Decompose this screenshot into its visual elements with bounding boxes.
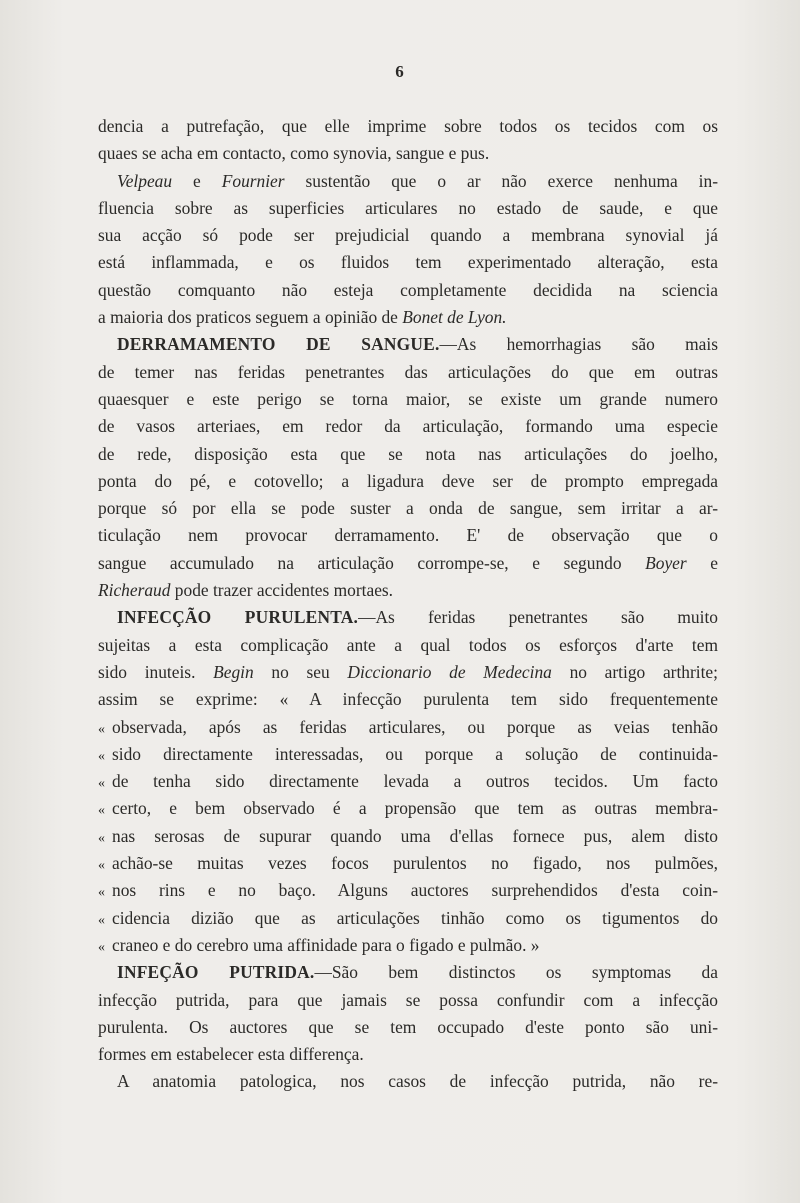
text-line: [98, 1014, 718, 1041]
text-line: [98, 768, 718, 795]
text-run: e: [172, 170, 222, 191]
text-line: [98, 823, 718, 850]
text-line: [98, 604, 718, 631]
quote-mark: «: [98, 939, 105, 955]
text-run: —As hemorrhagias são mais: [439, 334, 718, 355]
text-line: [98, 304, 718, 331]
text-line: [98, 1041, 718, 1068]
italic-text: Velpeau: [117, 170, 173, 191]
text-run: está inflammada, e os fluidos tem experimentado alteração, esta: [98, 252, 718, 273]
body-text: [98, 113, 718, 1096]
text-run: A anatomia patologica, nos casos de infecção putrida, não re-: [117, 1071, 718, 1092]
quote-mark: «: [98, 885, 105, 901]
text-run: observada, após as feridas articulares, ou porque as veias tenhão: [112, 716, 718, 737]
text-line: [98, 959, 718, 986]
italic-text: Fournier: [221, 170, 285, 191]
text-run: —As feridas penetrantes são muito: [358, 607, 718, 628]
text-line: [98, 632, 718, 659]
text-run: assim se exprime: « A infecção purulenta tem sido frequentemente: [98, 689, 718, 710]
text-line: [98, 850, 718, 877]
text-run: certo, e bem observado é a propensão que tem as outras membra-: [112, 798, 718, 819]
text-run: dencia a putrefação, que elle imprime sobre todos os tecidos com os: [98, 116, 718, 136]
text-line: [98, 249, 718, 276]
text-run: a maioria dos praticos seguem a opinião de: [98, 307, 403, 328]
italic-text: Bonet de Lyon.: [402, 307, 507, 328]
text-run: de temer nas feridas penetrantes das articulações do que em outras: [98, 361, 718, 382]
text-run: purulenta. Os auctores que se tem occupado d'este ponto são uni-: [98, 1016, 718, 1037]
text-line: [98, 795, 718, 822]
text-line: [98, 577, 718, 604]
text-line: [98, 659, 718, 686]
text-run: quaesquer e este perigo se torna maior, se existe um grande numero: [98, 388, 718, 409]
quote-mark: «: [98, 912, 105, 928]
quote-mark: «: [98, 721, 105, 737]
text-line: [98, 686, 718, 713]
text-run: ponta do pé, e cotovello; a ligadura deve ser de prompto empregada: [98, 470, 718, 491]
section-heading: DERRAMAMENTO DE SANGUE.: [117, 334, 440, 355]
text-run: achão-se muitas vezes focos purulentos no figado, nos pulmões,: [112, 853, 718, 874]
text-line: [98, 714, 718, 741]
section-heading: INFECÇÃO PURULENTA.: [117, 607, 359, 628]
text-line: [98, 1068, 718, 1095]
text-run: e: [686, 552, 718, 573]
text-run: —São bem distinctos os symptomas da: [314, 962, 718, 983]
text-line: [98, 932, 718, 959]
text-run: de vasos arteriaes, em redor da articulação, formando uma especie: [98, 416, 718, 437]
text-line: [98, 522, 718, 549]
text-run: craneo e do cerebro uma affinidade para o figado e pulmão. »: [112, 934, 540, 955]
text-line: [98, 277, 718, 304]
text-line: [98, 195, 718, 222]
quote-mark: «: [98, 776, 105, 792]
page-number: 6: [395, 62, 405, 81]
text-line: [98, 905, 718, 932]
italic-text: Richeraud: [98, 580, 171, 601]
italic-text: Begin: [213, 661, 254, 682]
text-line: [98, 359, 718, 386]
text-run: pode trazer accidentes mortaes.: [170, 580, 394, 601]
italic-text: Diccionario de Medecina: [347, 661, 552, 682]
italic-text: Boyer: [645, 552, 687, 573]
text-run: cidencia dizião que as articulações tinhão como os tigumentos do: [112, 907, 718, 928]
text-run: sustentão que o ar não exerce nenhuma in-: [284, 170, 718, 191]
text-line: [98, 386, 718, 413]
text-line: [98, 113, 718, 140]
text-line: [98, 168, 718, 195]
section-heading: INFEÇÃO PUTRIDA.: [117, 962, 315, 983]
text-line: [98, 877, 718, 904]
text-run: nas serosas de supurar quando uma d'ellas fornece pus, alem disto: [112, 825, 718, 846]
text-line: [98, 987, 718, 1014]
text-run: fluencia sobre as superficies articulares no estado de saude, e que: [98, 197, 718, 218]
text-line: [98, 741, 718, 768]
text-line: [98, 140, 718, 167]
text-run: formes em estabelecer esta differença.: [98, 1044, 364, 1065]
text-run: nos rins e no baço. Alguns auctores surprehendidos d'esta coin-: [112, 880, 718, 901]
text-run: sido inuteis.: [98, 661, 214, 682]
text-line: [98, 331, 718, 358]
text-run: sujeitas a esta complicação ante a qual todos os esforços d'arte tem: [98, 634, 718, 655]
text-run: questão comquanto não esteja completamente decidida na sciencia: [98, 279, 718, 300]
text-run: ticulação nem provocar derramamento. E' de observação que o: [98, 525, 718, 546]
text-run: porque só por ella se pode suster a onda de sangue, sem irritar a ar-: [98, 498, 718, 519]
text-line: [98, 441, 718, 468]
text-run: quaes se acha em contacto, como synovia, sangue e pus.: [98, 143, 490, 164]
text-run: no seu: [253, 661, 348, 682]
quote-mark: «: [98, 858, 105, 874]
text-run: sangue accumulado na articulação corrompe-se, e segundo: [98, 552, 646, 573]
quote-mark: «: [98, 830, 105, 846]
text-run: no artigo arthrite;: [551, 661, 718, 682]
text-run: infecção putrida, para que jamais se possa confundir com a infecção: [98, 989, 718, 1010]
quote-mark: «: [98, 748, 105, 764]
text-line: [98, 222, 718, 249]
text-line: [98, 550, 718, 577]
text-run: de tenha sido directamente levada a outros tecidos. Um facto: [112, 771, 718, 792]
text-run: sido directamente interessadas, ou porque a solução de continuida-: [112, 743, 718, 764]
text-line: [98, 468, 718, 495]
text-line: [98, 495, 718, 522]
quote-mark: «: [98, 803, 105, 819]
text-run: sua acção só pode ser prejudicial quando a membrana synovial já: [98, 225, 718, 246]
text-run: de rede, disposição esta que se nota nas articulações do joelho,: [98, 443, 718, 464]
text-line: [98, 413, 718, 440]
